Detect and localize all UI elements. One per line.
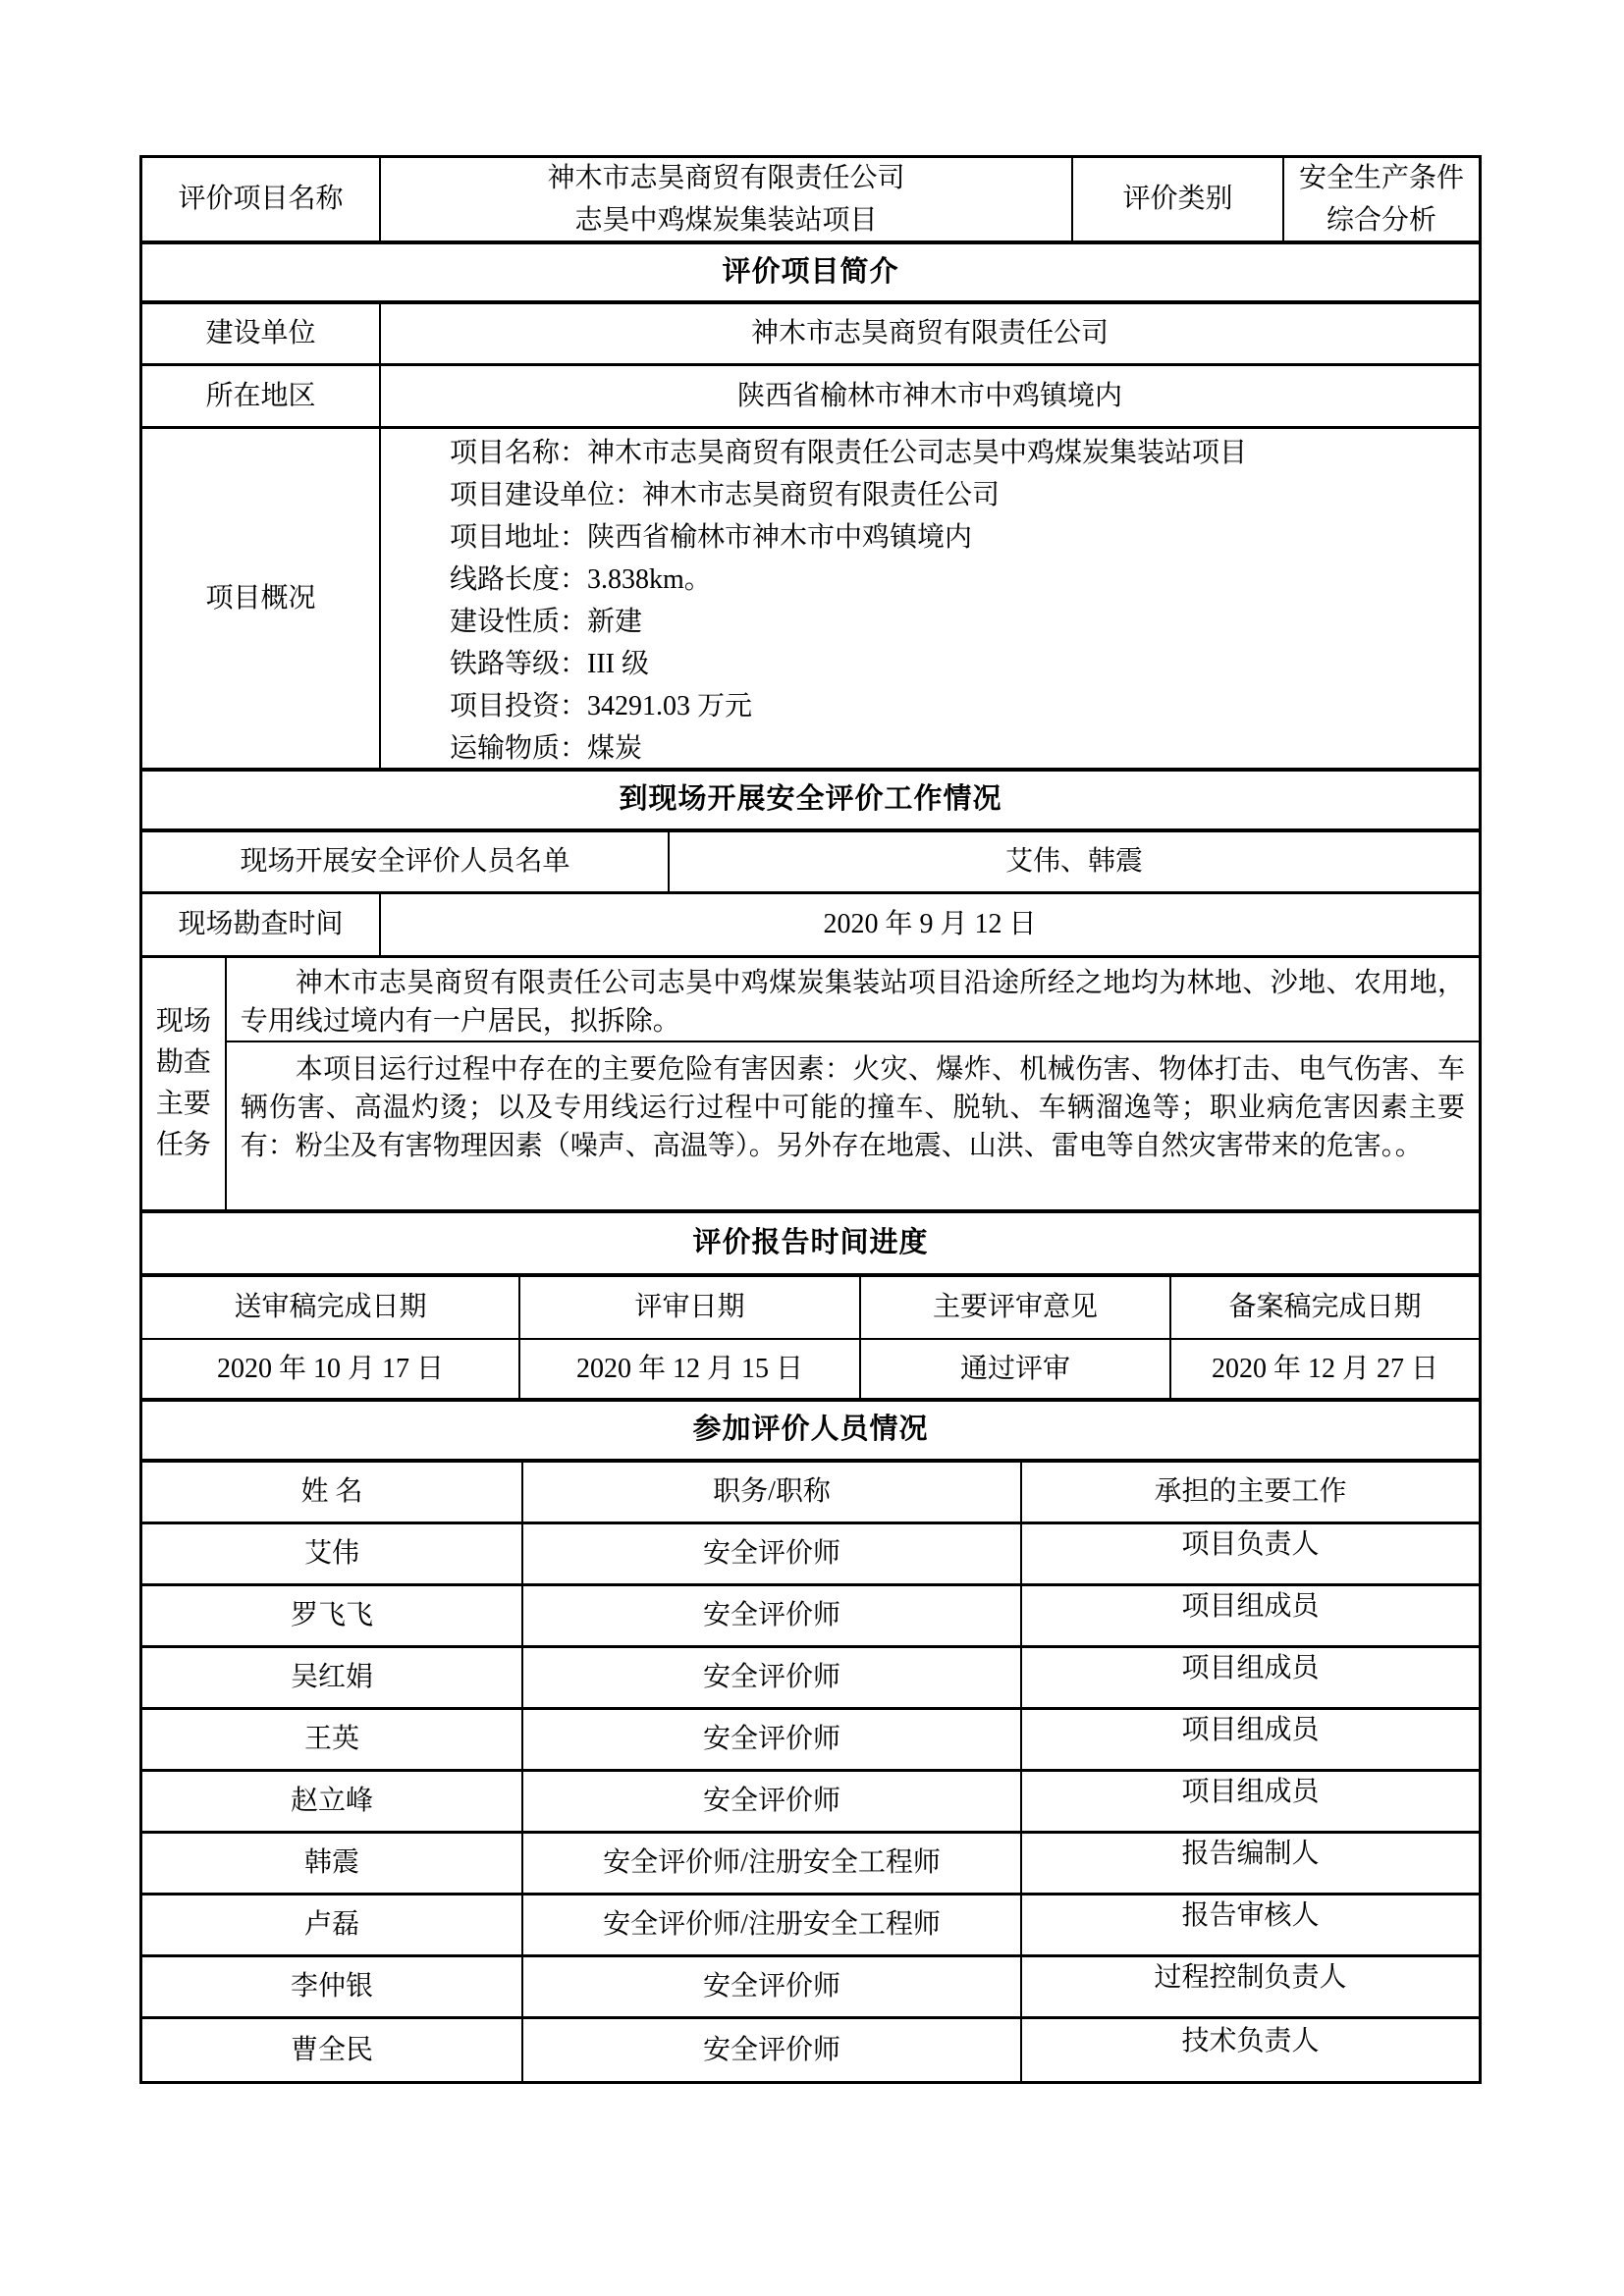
survey-time-value-cell bbox=[381, 894, 1479, 955]
schedule-header-record: 备案稿完成日期 bbox=[1228, 1292, 1422, 1323]
location-row bbox=[142, 366, 1479, 429]
staff-title-cell bbox=[523, 1710, 1022, 1769]
staff-name-cell bbox=[142, 2019, 523, 2081]
staff-name-cell bbox=[142, 1648, 523, 1707]
survey-task-paragraph2: 本项目运行过程中存在的主要危险有害因素：火灾、爆炸、机械伤害、物体打击、电气伤害、车辆伤害、高温灼烫；以及专用线运行过程中可能的撞车、脱轨、车辆溜逸等；职业病危害因素主要有：粉尘及有害物理因素（噪声、高温等）。另外存在地震、山洪、雷电等自然灾害带来的危害。。 bbox=[240, 1054, 1465, 1161]
section-title-intro bbox=[142, 244, 1479, 304]
staff-name-cell bbox=[142, 1772, 523, 1831]
survey-task-paragraph1: 神木市志昊商贸有限责任公司志昊中鸡煤炭集装站项目沿途所经之地均为林地、沙地、农用地，专用线过境内有一户居民，拟拆除。 bbox=[240, 968, 1465, 1037]
overview-line-grade: 铁路等级：III 级 bbox=[450, 649, 649, 679]
staff-header-work-cell bbox=[1022, 1463, 1479, 1522]
staff-work: 项目组成员 bbox=[1181, 1777, 1320, 1808]
survey-task-paragraph2-cell bbox=[227, 1042, 1479, 1209]
site-staff-label: 现场开展安全评价人员名单 bbox=[240, 846, 570, 878]
staff-work: 项目组成员 bbox=[1181, 1715, 1320, 1746]
survey-time-value: 2020 年 9 月 12 日 bbox=[823, 909, 1037, 940]
schedule-header-opinion: 主要评审意见 bbox=[932, 1292, 1098, 1323]
staff-row bbox=[142, 1772, 1479, 1834]
section-title-staff bbox=[142, 1402, 1479, 1463]
staff-name-cell bbox=[142, 1586, 523, 1645]
staff-title-cell bbox=[523, 1834, 1022, 1893]
category-value-cell bbox=[1284, 158, 1479, 240]
survey-time-row bbox=[142, 894, 1479, 958]
staff-header-row bbox=[142, 1463, 1479, 1524]
construction-unit-label-cell bbox=[142, 304, 381, 363]
survey-task-paragraph1-cell bbox=[227, 958, 1479, 1042]
staff-work: 项目组成员 bbox=[1181, 1653, 1320, 1684]
schedule-header-draft: 送审稿完成日期 bbox=[234, 1292, 427, 1323]
staff-work-cell bbox=[1022, 1524, 1479, 1583]
section-title-site bbox=[142, 772, 1479, 832]
project-name-label: 评价项目名称 bbox=[178, 184, 344, 215]
staff-work: 项目组成员 bbox=[1181, 1591, 1320, 1623]
staff-name: 卢磊 bbox=[303, 1909, 359, 1941]
staff-work: 技术负责人 bbox=[1181, 2025, 1320, 2056]
staff-row bbox=[142, 2019, 1479, 2081]
overview-line-project-name: 项目名称：神木市志昊商贸有限责任公司志昊中鸡煤炭集装站项目 bbox=[450, 438, 1248, 468]
staff-title: 安全评价师 bbox=[702, 1724, 840, 1755]
staff-row bbox=[142, 1896, 1479, 1957]
overview-line-length: 线路长度：3.838km。 bbox=[450, 564, 712, 595]
project-overview-content bbox=[381, 429, 1479, 768]
survey-task-label-cell bbox=[142, 958, 227, 1209]
staff-work-cell bbox=[1022, 1710, 1479, 1769]
survey-task-label-line2: 任务 bbox=[155, 1130, 211, 1160]
survey-task-content bbox=[227, 958, 1479, 1209]
staff-title: 安全评价师/注册安全工程师 bbox=[603, 1909, 941, 1941]
schedule-value-draft: 2020 年 10 月 17 日 bbox=[216, 1353, 444, 1384]
schedule-header-draft-cell bbox=[142, 1277, 520, 1338]
project-name-value bbox=[547, 158, 904, 240]
schedule-header-opinion-cell bbox=[861, 1277, 1171, 1338]
category-label-cell bbox=[1073, 158, 1284, 240]
staff-work-cell bbox=[1022, 1957, 1479, 2016]
overview-line-nature: 建设性质：新建 bbox=[450, 607, 643, 637]
staff-work: 过程控制负责人 bbox=[1154, 1962, 1347, 1994]
staff-header-title-cell bbox=[523, 1463, 1022, 1522]
schedule-value-opinion-cell bbox=[861, 1340, 1171, 1398]
survey-task-label bbox=[142, 1001, 225, 1166]
staff-work: 报告编制人 bbox=[1181, 1839, 1320, 1870]
staff-name-cell bbox=[142, 1957, 523, 2016]
section-title-schedule-text: 评价报告时间进度 bbox=[692, 1226, 929, 1258]
staff-name-cell bbox=[142, 1710, 523, 1769]
staff-work-cell bbox=[1022, 1772, 1479, 1831]
staff-title: 安全评价师 bbox=[702, 2034, 840, 2065]
project-name-line2: 志昊中鸡煤炭集装站项目 bbox=[574, 205, 878, 236]
staff-work-cell bbox=[1022, 2019, 1479, 2081]
site-staff-value-cell bbox=[670, 832, 1479, 891]
schedule-header-record-cell bbox=[1171, 1277, 1479, 1338]
staff-title-cell bbox=[523, 1648, 1022, 1707]
staff-work-cell bbox=[1022, 1648, 1479, 1707]
staff-title-cell bbox=[523, 1896, 1022, 1954]
staff-title-cell bbox=[523, 1957, 1022, 2016]
staff-name: 曹全民 bbox=[290, 2034, 373, 2065]
category-label: 评价类别 bbox=[1122, 184, 1233, 215]
schedule-value-review-date-cell bbox=[520, 1340, 861, 1398]
project-overview-label-cell bbox=[142, 429, 381, 768]
staff-row bbox=[142, 1834, 1479, 1896]
project-name-row bbox=[142, 158, 1479, 244]
staff-work-cell bbox=[1022, 1586, 1479, 1645]
schedule-value-row bbox=[142, 1340, 1479, 1402]
staff-title: 安全评价师 bbox=[702, 1786, 840, 1817]
construction-unit-value: 神木市志昊商贸有限责任公司 bbox=[750, 318, 1109, 349]
staff-name: 艾伟 bbox=[303, 1538, 359, 1570]
staff-name-cell bbox=[142, 1896, 523, 1954]
staff-header-title: 职务/职称 bbox=[713, 1476, 831, 1508]
staff-name: 吴红娟 bbox=[290, 1662, 373, 1693]
category-value-line2: 综合分析 bbox=[1326, 205, 1436, 236]
staff-title-cell bbox=[523, 1772, 1022, 1831]
survey-time-label-cell bbox=[142, 894, 381, 955]
section-title-intro-text: 评价项目简介 bbox=[722, 255, 899, 288]
section-title-site-text: 到现场开展安全评价工作情况 bbox=[619, 783, 1002, 816]
project-overview-row bbox=[142, 429, 1479, 772]
overview-line-investment: 项目投资：34291.03 万元 bbox=[450, 691, 753, 721]
project-name-value-cell bbox=[381, 158, 1073, 240]
project-name-label-cell bbox=[142, 158, 381, 240]
staff-row bbox=[142, 1524, 1479, 1586]
overview-line-address: 项目地址：陕西省榆林市神木市中鸡镇境内 bbox=[450, 522, 973, 553]
schedule-value-record: 2020 年 12 月 27 日 bbox=[1211, 1353, 1438, 1384]
schedule-header-review-date-cell bbox=[520, 1277, 861, 1338]
schedule-header-row bbox=[142, 1277, 1479, 1340]
schedule-header-review-date: 评审日期 bbox=[634, 1292, 745, 1323]
category-value-line1: 安全生产条件 bbox=[1298, 163, 1464, 193]
staff-name: 韩震 bbox=[303, 1847, 359, 1879]
staff-title-cell bbox=[523, 1586, 1022, 1645]
staff-title-cell bbox=[523, 1524, 1022, 1583]
section-title-schedule bbox=[142, 1213, 1479, 1277]
staff-row bbox=[142, 1957, 1479, 2019]
staff-name: 赵立峰 bbox=[290, 1786, 373, 1817]
section-title-staff-text: 参加评价人员情况 bbox=[692, 1414, 929, 1446]
survey-task-label-line1: 现场勘查主要 bbox=[155, 1006, 211, 1119]
staff-header-name-cell bbox=[142, 1463, 523, 1522]
staff-name: 李仲银 bbox=[290, 1971, 373, 2002]
staff-title-cell bbox=[523, 2019, 1022, 2081]
schedule-value-record-cell bbox=[1171, 1340, 1479, 1398]
category-value bbox=[1299, 158, 1464, 240]
staff-work: 项目负责人 bbox=[1181, 1529, 1320, 1561]
staff-work-cell bbox=[1022, 1896, 1479, 1954]
staff-name: 罗飞飞 bbox=[290, 1600, 373, 1631]
staff-name: 王英 bbox=[303, 1724, 359, 1755]
staff-title: 安全评价师/注册安全工程师 bbox=[603, 1847, 941, 1879]
site-staff-label-cell bbox=[142, 832, 670, 891]
project-overview-label: 项目概况 bbox=[205, 582, 316, 614]
site-staff-value: 艾伟、韩震 bbox=[1004, 846, 1143, 878]
schedule-value-draft-cell bbox=[142, 1340, 520, 1398]
staff-title: 安全评价师 bbox=[702, 1971, 840, 2002]
schedule-value-review-date: 2020 年 12 月 15 日 bbox=[575, 1353, 803, 1384]
construction-unit-value-cell bbox=[381, 304, 1479, 363]
construction-unit-row bbox=[142, 304, 1479, 366]
staff-name-cell bbox=[142, 1834, 523, 1893]
staff-title: 安全评价师 bbox=[702, 1600, 840, 1631]
staff-work-cell bbox=[1022, 1834, 1479, 1893]
location-value: 陕西省榆林市神木市中鸡镇境内 bbox=[736, 380, 1122, 411]
location-value-cell bbox=[381, 366, 1479, 426]
staff-row bbox=[142, 1710, 1479, 1772]
staff-header-name: 姓 名 bbox=[300, 1476, 363, 1508]
location-label: 所在地区 bbox=[205, 380, 316, 411]
overview-line-cargo: 运输物质：煤炭 bbox=[450, 733, 643, 764]
staff-name-cell bbox=[142, 1524, 523, 1583]
project-name-line1: 神木市志昊商贸有限责任公司 bbox=[547, 163, 905, 193]
site-staff-row bbox=[142, 832, 1479, 894]
overview-line-builder: 项目建设单位：神木市志昊商贸有限责任公司 bbox=[450, 480, 1001, 510]
survey-time-label: 现场勘查时间 bbox=[178, 909, 344, 940]
construction-unit-label: 建设单位 bbox=[205, 318, 316, 349]
staff-header-work: 承担的主要工作 bbox=[1154, 1476, 1347, 1508]
evaluation-summary-table bbox=[139, 155, 1482, 2084]
schedule-value-opinion: 通过评审 bbox=[959, 1353, 1070, 1384]
staff-row bbox=[142, 1648, 1479, 1710]
location-label-cell bbox=[142, 366, 381, 426]
staff-title: 安全评价师 bbox=[702, 1662, 840, 1693]
survey-task-row bbox=[142, 958, 1479, 1213]
staff-work: 报告审核人 bbox=[1181, 1900, 1320, 1932]
staff-title: 安全评价师 bbox=[702, 1538, 840, 1570]
staff-row bbox=[142, 1586, 1479, 1648]
